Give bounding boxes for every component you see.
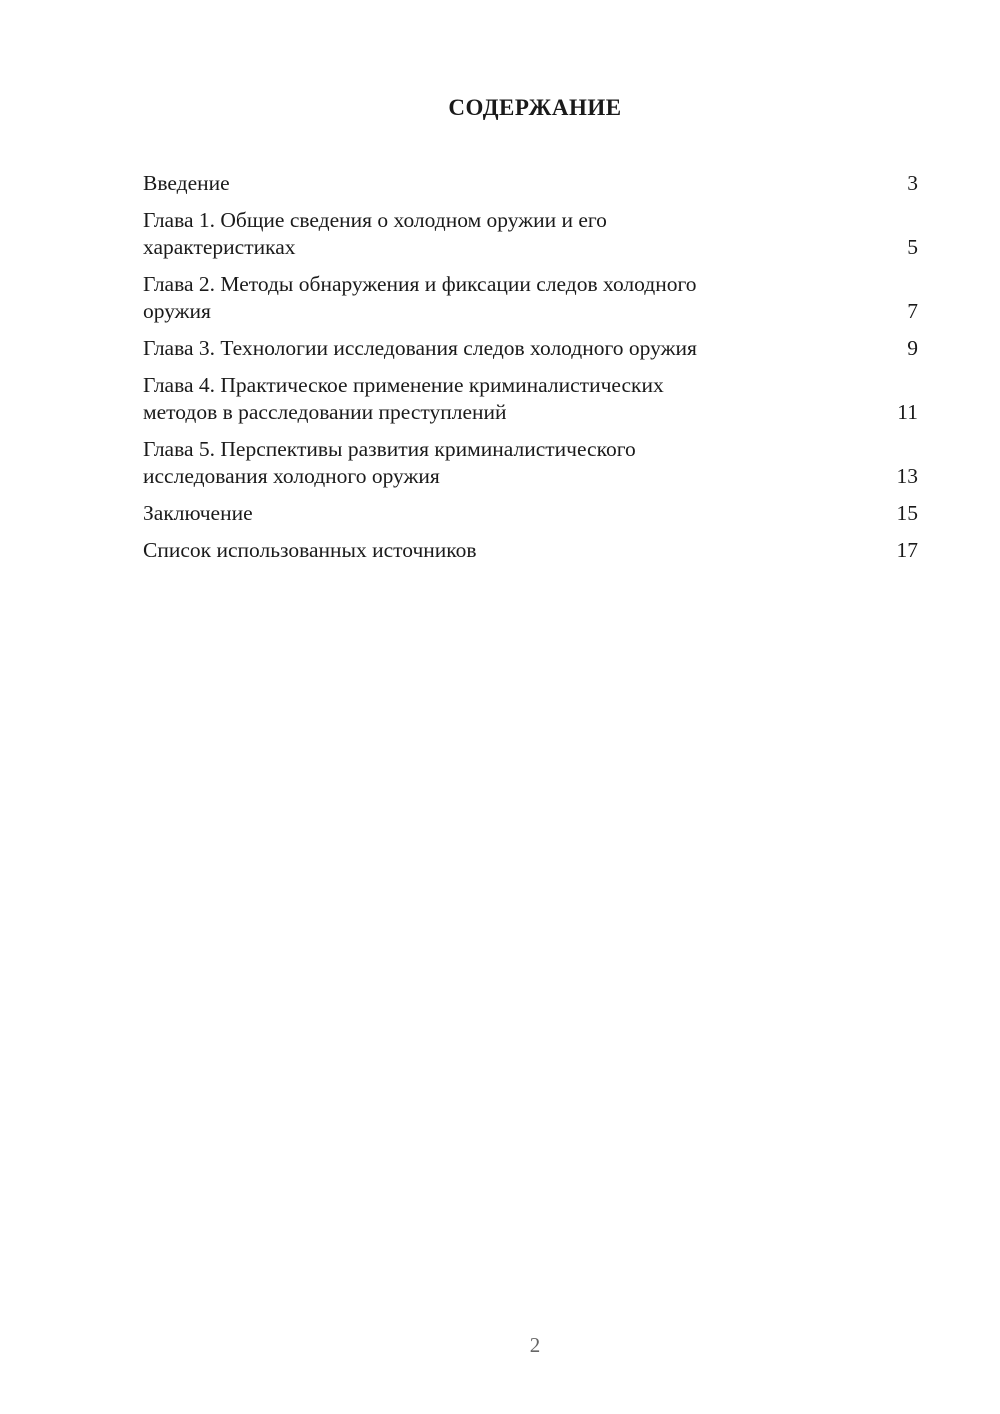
toc-entry-text — [143, 207, 783, 261]
toc-entry-text — [143, 436, 783, 490]
toc-entry-line: оружия — [143, 299, 211, 323]
table-of-contents — [143, 170, 918, 574]
toc-entry-line: Глава 1. Общие сведения о холодном оружии и его — [143, 208, 607, 232]
toc-entry-line: Заключение — [143, 501, 253, 525]
toc-entry-chapter-2 — [143, 271, 918, 325]
toc-entry-conclusion — [143, 500, 918, 527]
toc-entry-line: методов в расследовании преступлений — [143, 400, 507, 424]
toc-entry-introduction — [143, 170, 918, 197]
toc-entry-line: исследования холодного оружия — [143, 464, 440, 488]
toc-entry-text — [143, 372, 783, 426]
toc-page-number: 13 — [896, 464, 918, 488]
toc-entry-chapter-4 — [143, 372, 918, 426]
page-title: СОДЕРЖАНИЕ — [448, 95, 622, 120]
toc-page-number: 15 — [896, 501, 918, 525]
toc-page-number: 7 — [907, 299, 918, 323]
toc-entry-chapter-3 — [143, 335, 918, 362]
toc-entry-text — [143, 271, 783, 325]
toc-entry-line: Введение — [143, 171, 230, 195]
toc-page-number: 11 — [897, 400, 918, 424]
toc-page-number: 17 — [896, 538, 918, 562]
toc-page-number: 5 — [907, 235, 918, 259]
page-number: 2 — [529, 1333, 541, 1357]
toc-entry-text — [143, 537, 783, 564]
toc-entry-line: Глава 2. Методы обнаружения и фиксации следов холодного — [143, 272, 697, 296]
toc-entry-line: Глава 5. Перспективы развития криминалистического — [143, 437, 636, 461]
toc-entry-text — [143, 500, 783, 527]
toc-entry-references — [143, 537, 918, 564]
toc-entry-line: Глава 3. Технологии исследования следов холодного оружия — [143, 336, 697, 360]
toc-entry-chapter-5 — [143, 436, 918, 490]
toc-entry-chapter-1 — [143, 207, 918, 261]
toc-entry-line: Список использованных источников — [143, 538, 477, 562]
toc-entry-line: Глава 4. Практическое применение криминалистических — [143, 373, 664, 397]
toc-entry-text — [143, 170, 783, 197]
toc-page-number: 3 — [907, 171, 918, 195]
toc-entry-text — [143, 335, 783, 362]
toc-page-number: 9 — [907, 336, 918, 360]
toc-entry-line: характеристиках — [143, 235, 296, 259]
